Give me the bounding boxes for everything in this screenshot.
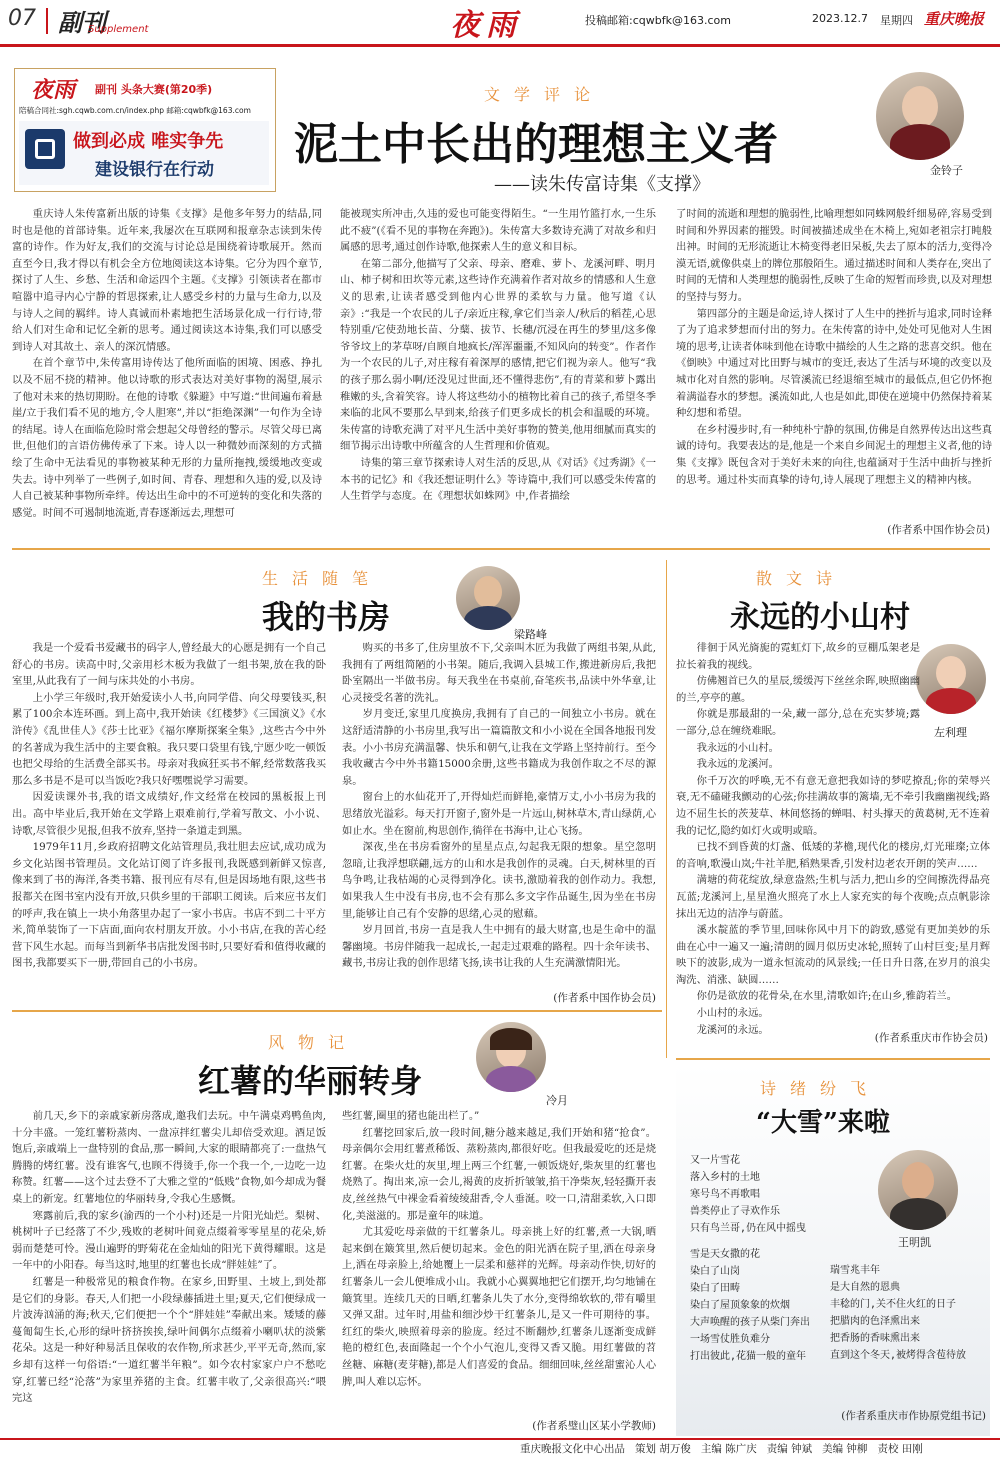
article3-kicker: 散文诗 [756,569,847,588]
header-logo: 夜雨 [450,8,522,43]
submission-email: 投稿邮箱:cqwbfk@163.com [585,14,731,27]
article3-title: 永远的小山村 [730,600,910,635]
article5-author: 王明凯 [898,1236,931,1249]
paragraph: 龙溪河的永远。 [696,1023,769,1036]
poem-line: 又一片雪花 [690,1155,740,1166]
poem-line: 染白了田畴 [690,1283,740,1294]
poem-line: 染白了山岗 [690,1266,740,1277]
footer-plan: 策划 胡万俊 [635,1443,691,1455]
column-divider [666,560,667,1058]
paragraph: 在乡村漫步时,有一种纯朴宁静的氛围,仿佛是自然界传达出这些真诚的诗句。我要表达的是,他是一个来自乡间泥土的理想主义者,他的诗集《支撑》既包含对于美好未来的向往,也蕴涵对于生活中曲折与挫折的思考。通过朴实而真挚的诗句,诗人展现了理想主义的精神内核。 [676,423,992,486]
article4-col1 [12,1108,326,1434]
paragraph: 因爱读课外书,我的语文成绩好,作文经常在校园的黑板报上刊出。高中毕业后,我开始在文学路上艰难前行,学着写散文、小小说、诗歌,尽管很少见报,但我不放弃,坚持一条道走到黑。 [12,791,326,837]
section-divider [12,1010,662,1012]
article3-credit: (作者系重庆市作协会员) [874,1032,988,1044]
page-header [0,0,1000,44]
paragraph: 你千万次的呼唤,无不有意无意把我如诗的梦呓撩乱;你的荣辱兴衰,无不磕碰我颤动的心弦;你挂满故事的篱墙,无不牵引我幽幽视线;路边不屈生长的茨茇草、林间悠扬的蝉唱、村头撑天的黄葛树,无不连着我的记忆,隐约如灯火或明或暗。 [676,774,990,837]
ad-slogan-main: 做到必成 唯实争先 [73,131,224,152]
ad-series: 副刊 头条大赛(第20季) [95,83,213,96]
page-number: 07 [8,6,36,31]
article1-author: 金铃子 [930,164,963,177]
paragraph: 深夜,坐在书房看窗外的星星点点,勾起我无限的想象。星空忽明忽暗,让我浮想联翩,远方的山和水是我创作的灵魂。白天,树林里的百鸟争鸣,让我枯竭的心灵得到净化。读书,激励着我的创作动力。我想,如果我人生中没有书房,也不会有那么多文字作品诞生,因为坐在书房里,能够让自己有个安静的思绪,心灵的慰藉。 [342,841,656,920]
newspaper-name: 重庆晚报 [924,10,985,28]
article1-col2 [340,206,656,540]
paragraph: 寒露前后,我的家乡(渝西的一个小村)还是一片阳光灿烂。梨树、桃树叶子已经落了不少,残败的老树叶间竟点缀着零零星星的花朵,娇弱而楚楚可怜。漫山遍野的野菊花在金灿灿的阳光下黄得耀眼。这是一年中的小阳春。每当这时,地里的红薯也长成“胖娃娃”了。 [12,1209,326,1272]
article1-col3 [676,206,992,522]
poem-line: 兽类停止了寻欢作乐 [690,1206,780,1217]
article4-title: 红薯的华丽转身 [198,1062,423,1100]
article1-col1 [12,206,322,540]
poem-line: 寒号鸟不再歌唱 [690,1189,760,1200]
paragraph: 诗集的第三章节探索诗人对生活的反思,从《对话》《过秀湖》《一本书的记忆》和《我还想证明什么》等诗篇中,我们可以感受朱传富的人生哲学与态度。在《理想状如蛛网》中,作者描绘 [340,456,656,503]
ad-logo: 夜雨 [31,77,76,103]
article2-col2 [342,640,656,986]
poem-line: 把香肠的香味熏出来 [830,1333,920,1344]
paragraph: 满塘的荷花绽放,绿意盎然;生机与活力,把山乡的空间擦洗得晶亮瓦蓝;龙溪河上,星星渔火照亮了水上人家充实的每个夜晚;点点帆影涂抹出无边的洁净与蔚蓝。 [676,874,990,920]
paragraph: 已找不到昏黄的灯盏、低矮的茅檐,现代化的楼房,灯光璀璨;立体的音响,歌漫山岚;牛社羊肥,稻熟果香,引发村边老农开朗的笑声…… [676,841,990,870]
section-name-en: Supplement [88,24,149,35]
article1-subtitle: ——读朱传富诗集《支撑》 [494,174,710,195]
article4-credit: (作者系璧山区某小学教师) [532,1420,656,1432]
paragraph: 我是一个爱看书爱藏书的码字人,曾经最大的心愿是拥有一个自己舒心的书房。读高中时,父亲用杉木板为我做了一组书架,放在我的卧室里,从此我有了一间与床共处的小书房。 [12,642,326,688]
paragraph: 红薯是一种极常见的粮食作物。在家乡,田野里、土坡上,到处都是它们的身影。春天,人们把一小段绿藤插进土里;夏天,它们便绿成一片波涛汹涌的海;秋天,它们便把一个个“胖娃娃”奉献出来。矮矮的藤蔓匍匐生长,心形的绿叶挤挤挨挨,绿叶间偶尔点缀着小喇叭状的淡紫花朵。这是一种好种易活且保收的农作物,所求甚少,平平无奇,然而,家乡却有这样一句俗语:“一道红薯半年粮”。如今农村家家户户不愁吃穿,红薯已经“沦落”为家里养猪的主食。红薯丰收了,父亲很高兴:“喂完这 [12,1275,326,1405]
paragraph: 购买的书多了,住房里放不下,父亲叫木匠为我做了两组书架,从此,我拥有了两组简陋的小书架。随后,我调入县城工作,搬进新房后,我把卧室隔出一半做书房。每天我坐在书桌前,奋笔疾书,品读中外华章,让心灵接受名著的洗礼。 [342,642,656,704]
article4-author: 冷月 [546,1094,568,1107]
ad-box [14,68,276,192]
poem-line: 大声唤醒的孩子从柴门奔出 [690,1317,810,1328]
page-footer [520,1441,990,1456]
ad-banner [19,121,269,185]
poem-line: 瑞雪兆丰年 [830,1265,880,1276]
issue-date: 2023.12.7 [812,12,868,25]
poem-line: 落入乡村的土地 [690,1172,760,1183]
poem-line: 把腊肉的色泽熏出来 [830,1316,920,1327]
paragraph: 前几天,乡下的亲戚家新房落成,邀我们去玩。中午满桌鸡鸭鱼肉,十分丰盛。一笼红薯粉蒸肉、一盘凉拌红薯尖儿却倍受欢迎。酒足饭饱后,亲戚端上一盘特别的食品,那一瞬间,大家的眼睛都亮了:一盘热气腾腾的烤红薯。没有谁客气,也顾不得烫手,你一个我一个,一边吃一边称赞。红薯——这个过去登不了大雅之堂的“低贱”食物,如今却成为餐桌上的新宠。红薯地位的华丽转身,令我心生感慨。 [12,1110,326,1205]
bank-logo-icon [25,129,65,169]
footer-publisher: 重庆晚报文化中心出品 [520,1443,625,1455]
header-rule [0,44,1000,47]
article1-kicker: 文学评论 [484,85,605,104]
paragraph: 我永远的龙溪河。 [696,758,779,771]
poem-line: 打出彼此,花猫一般的童年 [690,1351,807,1362]
paragraph: 尤其爱吃母亲做的干红薯条儿。母亲挑上好的红薯,煮一大锅,晒起来倒在簸箕里,然后便切起来。金色的阳光洒在院子里,洒在母亲身上,洒在母亲脸上,给她覆上一层柔和慈祥的光辉。母亲动作快,切好的红薯条儿一会儿便堆成小山。我就小心翼翼地把它们摆开,均匀地铺在簸箕里。连续几天的日晒,红薯条儿失了水分,变得绵软软的,带有嚼里又弹又甜。过年时,用盐和细沙炒干红薯条儿,是又一件可期待的事。红红的柴火,映照着母亲的脸庞。经过不断翻炒,红薯条儿逐渐变成鲜艳的橙红色,表面隆起一个个小气泡儿,变得又香又脆。用红薯做的苕丝糖、麻糖(麦芽糖),都是人们喜爱的食品。细细回味,丝丝甜蜜沁人心脾,叫人难以忘怀。 [342,1226,656,1388]
article3-body [676,640,990,1050]
article1-title: 泥土中长出的理想主义者 [294,119,778,170]
footer-editor: 主编 陈广庆 [700,1443,757,1455]
article2-col1 [12,640,326,988]
article2-author: 梁路峰 [514,628,547,641]
paragraph: 重庆诗人朱传富新出版的诗集《支撑》是他多年努力的结晶,同时也是他的首部诗集。近年来,我屡次在互联网和报章杂志读到朱传富的诗作。作为好友,我们的交流与讨论总是围绕着诗歌展开。然而直至今日,我才得以有机会全方位地阅读这本诗集。它分为四个章节,探讨了人生、乡愁、生活和命运四个主题。《支撑》引领读者在都市喧嚣中追寻内心宁静的哲思探索,让人感受乡村的力量与生命力,以及与诗人之间的羁绊。诗人真诚而朴素地把生活场景化成一行行诗,带给人们对生命和记忆全新的思考。通过阅读这本诗集,我们可以感受到诗人对其故土、亲人的深沉情感。 [12,208,322,353]
paragraph: 第四部分的主题是命运,诗人探讨了人生中的挫折与追求,同时诠释了为了追求梦想而付出的努力。在朱传富的诗中,处处可见他对人生困境的思考,让读者体味到他在诗歌中描绘的人生之路的悲喜交织。他在《倒映》中通过对比田野与城市的变迁,表达了生活与环境的改变以及城市化对自然的影响。尽管溪流已经退缩至城市的最低点,但它仍怀抱着满溢春水的梦想。溪流如此,人也是如此,即使在逆境中仍然保持着某种幻想和希望。 [676,307,992,420]
paragraph: 小山村的永远。 [696,1007,769,1020]
paragraph: 在首个章节中,朱传富用诗传达了他所面临的困境、困惑、挣扎以及不屈不挠的精神。他以诗歌的形式表达对美好事物的渴望,展示了他对未来的热切期盼。在他的诗歌《躲避》中写道:“世间遍布着悬崖/立于我们看不见的地方,令人胆寒”,并以“拒绝深渊”一句作为全诗的结尾。诗人在面临危险时常会想起父母曾经的警示。尽管父母已离世,但他们的言语仿佛传承了下来。诗人以一种微妙而深刻的方式描绘了生命中无法看见的事物被某种无形的力量所拖拽,缓缓地改变或失去。诗中列举了一些例子,如时间、青春、理想和久违的爱,以及诗人自己被某种事物所牵绊。传达出生命中的不可逆转的变化和失落的感觉。时间不可遏制地流逝,青春逐渐远去,理想可 [12,357,322,519]
paragraph: 能被现实所冲击,久违的爱也可能变得陌生。“一生用竹篮打水,一生乐此不疲”(《看不见的事物在奔跑》)。朱传富大多数诗充满了对故乡和归属感的思考,通过创作诗歌,他探索人生的意义和目标。 [340,208,656,254]
paragraph: 窗台上的水仙花开了,开得灿烂而鲜艳,豪情万丈,小小书房为我的思绪放光溢彩。每天打开窗子,窗外是一片远山,树林草木,青山绿荫,心如止水。坐在窗前,构思创作,徜徉在书海中,让心飞扬。 [342,791,656,837]
poem-line: 直到这个冬天,被烤得含苞待放 [830,1350,967,1361]
poem-stanza-1 [690,1152,880,1237]
issue-weekday: 星期四 [880,14,913,27]
article2-kicker: 生活随笔 [262,569,383,588]
poem-line: 雪是天女撒的花 [690,1249,760,1260]
paragraph: 岁月回首,书房一直是我人生中拥有的最大财富,也是生命中的温馨幽境。书房伴随我一起成长,一起走过艰难的路程。四十余年读书、藏书,书房让我的创作思绪飞扬,读书让我的人生充满激情阳光。 [342,924,656,970]
article5-kicker: 诗绪纷飞 [760,1079,881,1098]
poem-line: 丰稔的门,关不住火红的日子 [830,1299,957,1310]
article3-author: 左利理 [934,726,967,739]
poem-line: 是大自然的恩典 [830,1282,900,1293]
ad-contact: 陪稿合同社:sgh.cqwb.com.cn/index.php 邮箱:cqwbfk@163.com [19,106,251,115]
footer-art-editor: 美编 钟柳 [822,1443,868,1455]
article4-col2 [342,1108,656,1414]
article5-credit: (作者系重庆市作协原党组书记) [841,1410,986,1422]
paragraph: 1979年11月,乡政府招聘文化站管理员,我壮胆去应试,成功成为乡文化站图书管理员。文化站订阅了许多报刊,我既感到新鲜又惊喜,像来到了书的海洋,各类书籍、报刊应有尽有,但是因场地有限,这些书报都关在图书室内没有开放,只供乡里的干部职工阅读。后来应书友们的呼声,我在镇上一块小角落里办起了一家小书店。书店不到二十平方米,简单装饰了一下店面,面向农村朋友开放。小小书店,在我的苦心经营下风生水起。而每当到新华书店批发图书时,只要好看和值得收藏的图书,我都要买下一册,带回自己的小书房。 [12,841,326,970]
poem-stanza-2 [690,1246,830,1365]
section-divider [676,1058,990,1060]
header-divider [46,8,48,34]
article2-title: 我的书房 [262,598,391,636]
paragraph: 些红薯,圈里的猪也能出栏了。” [342,1110,480,1122]
paragraph: 仿佛翘首已久的星辰,缓缓泻下丝丝余晖,映照幽幽的兰,亭亭的蕙。 [676,675,920,704]
paragraph: 在第二部分,他描写了父亲、母亲、磨难、萝卜、龙溪河畔、明月山、柿子树和田坎等元素,这些诗作充满着作者对故乡的情感和人生意义的思索,让读者感受到他内心世界的柔软与力量。他写道《认亲》:“我是一个农民的儿子/亲近庄稼,拿它们当亲人/秋后的稻茬,心思特别重/它使劲地长苗、分蘖、拔节、长穗/沉浸在再生的梦里/这多像爷爷坟上的茅草呀/自顾自地疯长/浑浑噩噩,不知风向的转变”。作者作为一个农民的儿子,对庄稼有着深厚的感情,把它们视为亲人。他写“我的孩子那么弱小啊/还没见过世面,还不懂得悲伤”,有的青菜和萝卜露出稚嫩的头,含着笑容。诗人将这些幼小的植物比着自己的孩子,希望冬季来临的北风不要那么早到来,给孩子们更多成长的机会和温暖的环境。朱传富的诗歌充满了对平凡生活中美好事物的赞美,他用细腻而真实的细节揭示出诗歌中所蕴含的人生哲理和价值观。 [340,257,656,453]
paragraph: 上小学三年级时,我开始爱读小人书,向同学借、向父母要钱买,积累了100余本连环画。到上高中,我开始读《红楼梦》《三国演义》《水浒传》《乱世佳人》《莎士比亚》《福尔摩斯探案全集》,这些古今中外的名著成为我生活中的主要食粮。我只要口袋里有钱,宁愿少吃一顿饭也把父母给的生活费全部买书。母亲对我疯狂买书不解,经常数落我买那么多书是不是可以当饭吃?我只好嘿嘿说学习需要。 [12,691,326,787]
author-photo-wang [878,1150,958,1230]
footer-proofreader: 责校 田刚 [877,1443,923,1455]
article1-credit: (作者系中国作协会员) [887,524,990,536]
paragraph: 你仍是欲放的花骨朵,在水里,清歌如许;在山乡,雅韵若兰。 [696,990,958,1003]
paragraph: 你就是那最甜的一朵,藏一部分,总在充实梦境;露一部分,总在缠绕难眠。 [676,708,920,737]
paragraph: 了时间的流逝和理想的脆弱性,比喻理想如同蛛网般纤细易碎,容易受到时间和外界因素的摧毁。时间被描述成坐在木椅上,宛如老祖宗打盹般出神。时间的无形流逝让木椅变得老旧呆板,失去了原本的活力,变得冷漠无语,就像供桌上的牌位那般陌生。通过描述时间和人类存在,突出了时间的无情和人类理想的脆弱性,反映了生命的短暂而珍贵,以及对理想的坚持与努力。 [676,208,992,303]
ad-slogan-sub: 建设银行在行动 [95,160,214,180]
author-photo-liang [456,566,520,630]
article4-kicker: 风物记 [268,1033,359,1052]
paragraph: 溪水靛蓝的季节里,回味你风中月下的韵致,感觉有更加美妙的乐曲在心中一遍又一遍;清朗的圆月似历史冰轮,照转了山村巨变;星月辉映下的波影,成为一道永恒流动的风景线;一任日升日落,在岁月的浪尖淘洗、消涨、缺圆…… [676,924,990,986]
poem-line: 染白了屋顶象象的炊烟 [690,1300,790,1311]
section-name: 副刊 [58,9,106,37]
paragraph: 徘徊于风光旖旎的霓虹灯下,故乡的豆棚瓜架老是拉长着我的视线。 [676,642,920,671]
poem-line: 一场雪仗胜负难分 [690,1334,770,1345]
section-divider [12,548,990,550]
author-photo-leng [476,1022,546,1092]
poem-line: 只有鸟兰哥,仍在风中摇曳 [690,1223,807,1234]
paragraph: 我永远的小山村。 [696,741,779,754]
paragraph: 岁月变迁,家里几度换房,我拥有了自己的一间独立小书房。就在这舒适清静的小书房里,我写出一篇篇散文和小小说在全国各地报刊发表。小小书房充满温馨、快乐和朝气,让我在文学路上坚持前行。至今我收藏古今中外书籍15000余册,这些书籍成为我创作取之不尽的源泉。 [342,708,656,787]
footer-rule [0,1438,1000,1440]
poem-stanza-3 [830,1262,988,1364]
footer-duty-editor: 责编 钟斌 [766,1443,813,1455]
article5-title: “大雪”来啦 [756,1108,890,1138]
article2-credit: (作者系中国作协会员) [553,992,656,1004]
paragraph: 红薯挖回家后,放一段时间,糖分越来越足,我们开始和猪“抢食”。母亲偶尔会用红薯煮稀饭、蒸粉蒸肉,都很好吃。但我最爱吃的还是烧红薯。在柴火灶的灰里,埋上两三个红薯,一顿饭烧好,柴灰里的红薯也烧熟了。掏出来,凉一会儿,褐黄的皮折折皱皱,掐干净柴灰,轻轻撕开表皮,丝丝热气中裸金看着绫绫甜香,令人垂涎。咬一口,清甜柔软,入口即化,美滋滋的。那是童年的味道。 [342,1126,656,1222]
author-photo-jin [876,72,964,160]
